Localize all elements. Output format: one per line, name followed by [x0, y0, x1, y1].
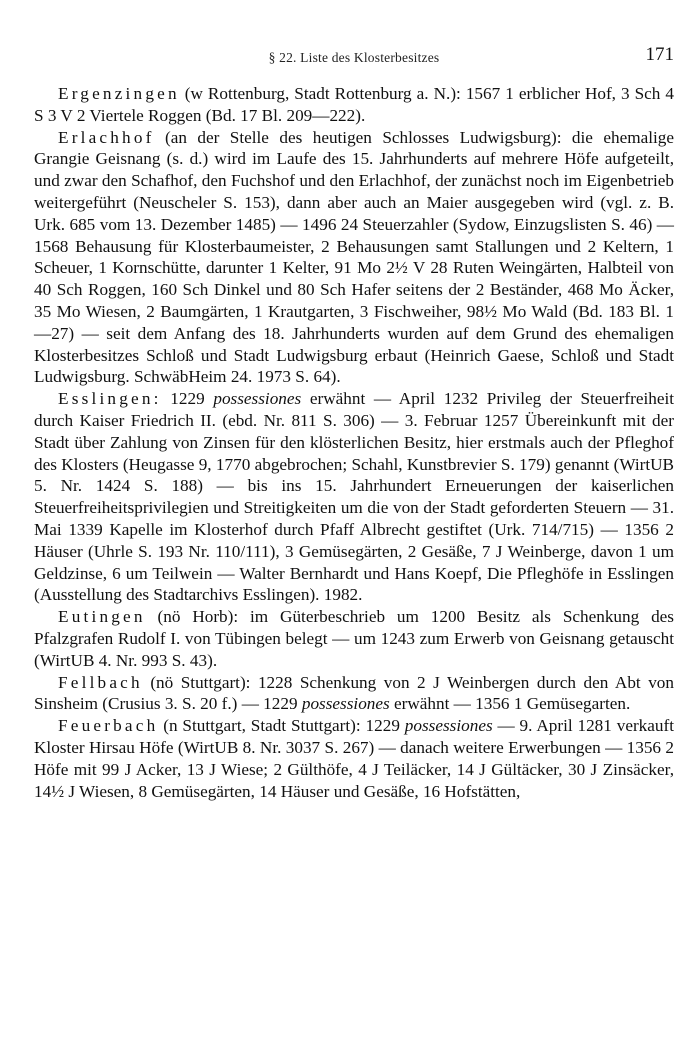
place-name: Fellbach — [58, 672, 143, 692]
entry-text: 1229 — [161, 389, 214, 409]
place-name: Ergenzingen — [58, 84, 180, 103]
entry-italic-text: possessiones — [213, 389, 302, 409]
entry-text: (w Rottenburg, Stadt Rottenburg a. N.): 1567 1 erblicher Hof, 3 Sch 4 S 3 V 2 Viertele Roggen (Bd. 17 Bl. 209—222). — [34, 84, 674, 125]
entry-italic-text: possessiones — [404, 716, 493, 736]
page-number: 171 — [645, 44, 674, 65]
entry-italic-text: possessiones — [301, 694, 390, 714]
entry-text: — 9. April 1281 verkauft Kloster Hirsau Höfe (WirtUB 8. Nr. 3037 S. 267) — danach weitere Erwerbungen — 1356 2 Höfe mit 99 J Acker, 13 J Wiese; 2 Gülthöfe, 4 J Teiläcker, 14 J Gültäcker, 30 J Zinsäcker, 14½ J Wiesen, 8 Gemüsegärten, 14 Häuser und Gesäße, 16 Hofstätten, — [34, 716, 674, 801]
entry-text: erwähnt — April 1232 Privileg der Steuerfreiheit durch Kaiser Friedrich II. (ebd. Nr. 811 S. 306) — 3. Februar 1257 Übereinkunft mit der Stadt über Zahlung von Zinsen für den klösterlichen Besitz, hier erstmals auch der Pfleghof des Klosters (Heugasse 9, 1770 abgebrochen; Schahl, Kunstbrevier S. 179) genannt (WirtUB 5. Nr. 1424 S. 188) — bis ins 15. Jahrhundert Erneuerungen der kaiserlichen Steuerfreiheitsprivilegien und Streitigkeiten um die von der Stadt geforderten Steuern — 31. Mai 1339 Kapelle im Klosterhof durch Pfaff Albrecht gestiftet (Urk. 714/715) — 1356 2 Häuser (Uhrle S. 193 Nr. 110/111), 3 Gemüsegärten, 2 Gesäße, 7 J Weinberge, davon 1 um Geldzinse, 6 um Teilwein — Walter Bernhardt und Hans Koepf, Die Pfleghöfe in Esslingen (Ausstellung des Stadtarchivs Esslingen). 1982. — [34, 389, 675, 605]
entry-fellbach — [34, 672, 674, 716]
entry-text: (nö Horb): im Güterbeschrieb um 1200 Besitz als Schenkung des Pfalzgrafen Rudolf I. von Tübingen belegt — um 1243 zum Erwerb von Geisnang getauscht (WirtUB 4. Nr. 993 S. 43). — [34, 607, 674, 670]
place-name: Feuerbach — [58, 716, 159, 736]
entry-text: (an der Stelle des heutigen Schlosses Ludwigsburg): die ehemalige Grangie Geisnang (s. d.) wird im Laufe des 15. Jahrhunderts auf mehrere Höfe aufgeteilt, und zwar den Schafhof, den Fuchshof und den Erlachhof, der zunächst noch im Eigenbetrieb weitergeführt (Neuscheler S. 153), dann aber auch an Maier ausgegeben wird (vgl. z. B. Urk. 685 vom 13. Dezember 1485) — 1496 24 Steuerzahler (Sydow, Einzugslisten S. 46) — 1568 Behausung für Klosterbaumeister, 2 Behausungen samt Stallungen und 2 Keltern, 1 Scheuer, 1 Kornschütte, darunter 1 Kelter, 91 Mo 2½ V 28 Ruten Weingärten, Halbteil von 40 Sch Roggen, 160 Sch Dinkel und 80 Sch Hafer seitens der 2 Beständer, 468 Mo Äcker, 35 Mo Wiesen, 2 Baumgärten, 1 Krautgarten, 3 Fischweiher, 98½ Mo Wald (Bd. 183 Bl. 1—27) — seit dem Anfang des 18. Jahrhunderts wurden auf dem Grund des ehemaligen Klosterbesitzes Schloß und Stadt Ludwigsburg erbaut (Heinrich Gaese, Schloß und Stadt Ludwigsburg. SchwäbHeim 24. 1973 S. 64). — [34, 127, 674, 387]
running-title: § 22. Liste des Klosterbesitzes — [268, 50, 440, 65]
entry-eutingen — [34, 606, 674, 671]
entry-text: (nö Stuttgart): 1228 Schenkung von 2 J Weinbergen durch den Abt von Sinsheim (Crusius 3. S. 20 f.) — 1229 — [34, 672, 674, 714]
entry-erlachhof — [34, 127, 674, 389]
place-name: Esslingen: — [58, 389, 162, 409]
entry-text: erwähnt — 1356 1 Gemüsegarten. — [389, 694, 631, 714]
entry-esslingen — [34, 388, 674, 606]
place-name: Eutingen — [58, 607, 146, 627]
entry-feuerbach — [34, 715, 674, 802]
page-header — [34, 44, 674, 74]
place-name: Erlachhof — [58, 127, 155, 147]
body-text — [34, 83, 674, 802]
entry-ergenzingen — [34, 83, 674, 127]
entry-text: (n Stuttgart, Stadt Stuttgart): 1229 — [158, 716, 405, 736]
